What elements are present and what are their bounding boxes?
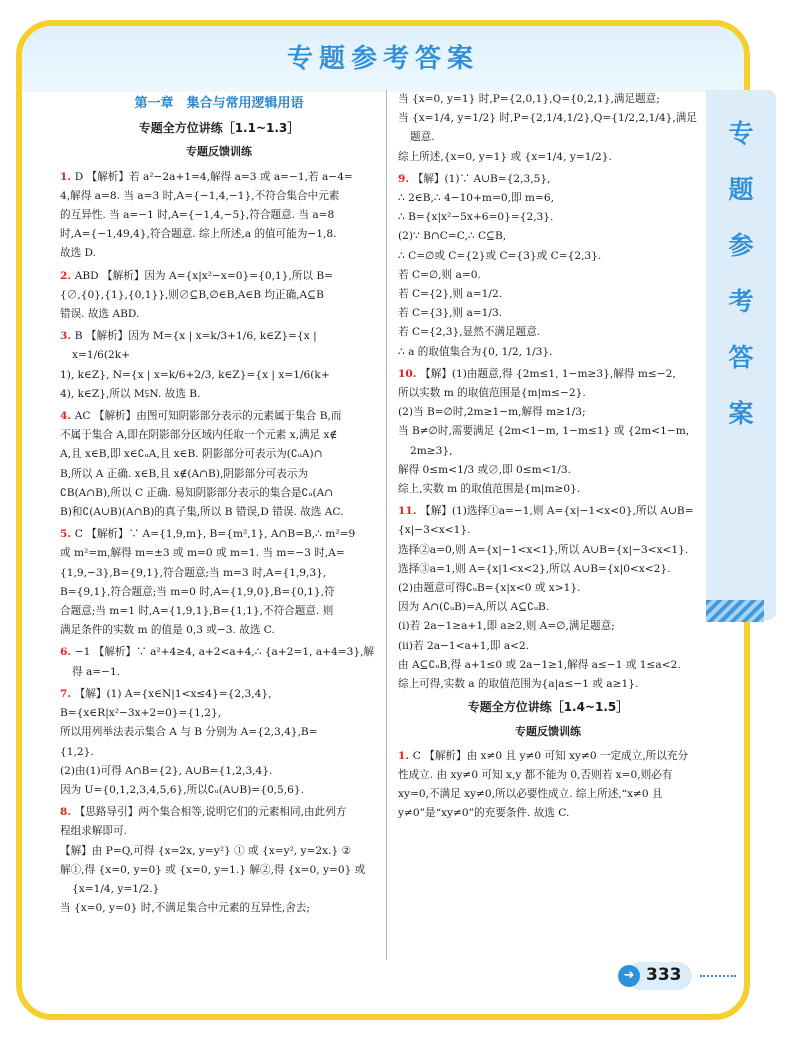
- answer-line: 若 C=∅,则 a=0.: [398, 268, 481, 281]
- answer-item: [60, 327, 378, 404]
- answer-number: 7.: [60, 687, 75, 700]
- answer-item: [398, 502, 698, 694]
- answer-number: 9.: [398, 172, 413, 185]
- answer-line: (i)若 2a−1≥a+1,即 a≥2,则 A=∅,满足题意;: [398, 620, 615, 633]
- side-tab-char: 答: [728, 343, 754, 372]
- answer-line: ∁B(A∩B),所以 C 正确. 易知阴影部分表示的集合是∁ᵤ(A∩: [60, 486, 334, 499]
- answer-number: 5.: [60, 528, 75, 541]
- chapter-heading: 第一章 集合与常用逻辑用语: [134, 96, 304, 111]
- answer-line: 当 B≠∅时,需要满足 {2m<1−m, 1−m≤1} 或 {2m<1−m, 2m≥3},: [398, 425, 690, 457]
- answer-line: 【解】(1)∵ A∪B={2,3,5},: [412, 172, 551, 185]
- answer-line: ∴ C=∅或 C={2}或 C={3}或 C={2,3}.: [398, 249, 602, 262]
- answer-line: B={9,1},符合题意;当 m=0 时,A={1,9,0},B={0,1},符: [60, 585, 335, 598]
- answer-line: 若 C={2,3},显然不满足题意.: [398, 326, 541, 339]
- answer-line: y≠0”是“xy≠0”的充要条件. 故选 C.: [398, 807, 570, 820]
- answer-line: 不属于集合 A,即在阴影部分区域内任取一个元素 x,满足 x∉: [60, 429, 338, 442]
- answer-line: 因为 A∩(∁ᵤB)=A,所以 A⊆∁ᵤB.: [398, 601, 550, 614]
- answer-line: 选择③a=1,则 A={x|1<x<2},所以 A∪B={x|0<x<2}.: [398, 562, 671, 575]
- answer-item: [60, 643, 378, 681]
- answer-line: 错误. 故选 ABD.: [60, 308, 140, 321]
- answer-number: 4.: [60, 410, 75, 423]
- answer-line: ∴ B={x|x²−5x+6=0}={2,3}.: [398, 211, 554, 224]
- answer-line: 【解】(1)由题意,得 {2m≤1, 1−m≥3},解得 m≤−2,: [420, 367, 676, 380]
- answer-item: [60, 685, 378, 800]
- answer-line: 解得 0≤m<1/3 或∅,即 0≤m<1/3.: [398, 463, 571, 476]
- answer-line: 程组求解即可.: [60, 825, 127, 838]
- answer-line: 综上,实数 m 的取值范围是{m|m≥0}.: [398, 483, 581, 496]
- answer-line: 4), k∈Z},所以 M⫋N. 故选 B.: [60, 387, 201, 400]
- answer-list-left: [60, 168, 378, 919]
- answer-item: [60, 407, 378, 522]
- answer-line: 由 A⊆∁ᵤB,得 a+1≤0 或 2a−1≥1,解得 a≤−1 或 1≤a<2.: [398, 658, 681, 671]
- answer-line: 性成立. 由 xy≠0 可知 x,y 都不能为 0,否则若 x=0,则必有: [398, 768, 673, 781]
- answer-line: xy=0,不满足 xy≠0,所以必要性成立. 综上所述,“x≠0 且: [398, 788, 663, 801]
- answer-line: 选择②a=0,则 A={x|−1<x<1},所以 A∪B={x|−3<x<1}.: [398, 543, 689, 556]
- side-tab-char: 考: [728, 287, 754, 316]
- answer-line: 若 C={3},则 a=1/3.: [398, 307, 503, 320]
- answer-line: 【解】(1)选择①a=−1,则 A={x|−1<x<0},所以 A∪B=: [420, 505, 694, 518]
- answer-line: (2)由题意可得∁ᵤB={x|x<0 或 x>1}.: [398, 582, 581, 595]
- subsection-heading: 专题反馈训练: [186, 145, 252, 159]
- answer-line: 因为 U={0,1,2,3,4,5,6},所以∁ᵤ(A∪B)={0,5,6}.: [60, 783, 305, 796]
- page-number: 333: [646, 965, 682, 985]
- answer-number: 8.: [60, 806, 75, 819]
- answer-line: ABD 【解析】因为 A={x|x²−x=0}={0,1},所以 B=: [74, 269, 334, 282]
- answer-line: 满足条件的实数 m 的值是 0,3 或−3. 故选 C.: [60, 624, 275, 637]
- answer-number: 11.: [398, 505, 421, 518]
- answer-line: A,且 x∈B,即 x∈∁ᵤA,且 x∈B. 阴影部分可表示为(∁ᵤA)∩: [60, 448, 323, 461]
- answer-item: [60, 168, 378, 264]
- answer-item: [60, 803, 378, 918]
- answer-line: 【解】由 P=Q,可得 {x=2x, y=y²} ① 或 {x=y², y=2x.} ②: [60, 844, 352, 857]
- answer-line: 的互异性. 当 a=−1 时,A={−1,4,−5},符合题意. 当 a=8: [60, 209, 335, 222]
- answer-line: D 【解析】若 a²−2a+1=4,解得 a=3 或 a=−1,若 a−4=: [74, 170, 353, 183]
- section-heading: 专题全方位讲练［1.1~1.3］: [138, 121, 300, 136]
- answer-item: [398, 747, 698, 824]
- side-tab: [706, 90, 776, 620]
- page-title: 专题参考答案: [286, 44, 479, 74]
- answer-line: 【解】(1) A={x∈N|1<x≤4}={2,3,4},: [74, 687, 272, 700]
- answer-line: 解①,得 {x=0, y=0} 或 {x=0, y=1.} 解②,得 {x=0, y=0} 或 {x=1/4, y=1/2.}: [60, 863, 366, 895]
- answer-line: (ii)若 2a−1<a+1,即 a<2.: [398, 639, 530, 652]
- answer-item: [60, 525, 378, 640]
- answer-line: −1 【解析】∵ a²+4≥4, a+2<a+4,∴ {a+2=1, a+4=3},解得 a=−1.: [72, 646, 375, 678]
- answer-item: [398, 170, 698, 362]
- answer-line: {∅,{0},{1},{0,1}},则∅⊆B,∅∈B,A∈B 均正确,A⊆B: [60, 288, 324, 301]
- answer-line: (2)∵ B∩C=C,∴ C⊆B,: [398, 230, 507, 243]
- answer-line: 所以实数 m 的取值范围是{m|m≤−2}.: [398, 387, 586, 400]
- answer-number: 2.: [60, 269, 75, 282]
- answer-number: 3.: [60, 330, 75, 343]
- answer-line: B,所以 A 正确. x∈B,且 x∉(A∩B),阴影部分可表示为: [60, 467, 309, 480]
- answer-line: 1), k∈Z}, N={x | x=k/6+2/3, k∈Z}={x | x=1/6(k+: [60, 368, 330, 381]
- answer-number: 10.: [398, 367, 421, 380]
- answer-line: 或 m²=m,解得 m=±3 或 m=0 或 m=1. 当 m=−3 时,A=: [60, 547, 345, 560]
- answer-line: (2)由(1)可得 A∩B={2}, A∪B={1,2,3,4}.: [60, 764, 273, 777]
- answer-item: [60, 267, 378, 325]
- side-tab-char: 专: [728, 119, 754, 148]
- right-column: [398, 90, 698, 827]
- side-tab-char: 题: [728, 175, 754, 204]
- answer-number: 6.: [60, 646, 75, 659]
- answer-line: C 【解析】∵ A={1,9,m}, B={m²,1}, A∩B=B,∴ m²=9: [74, 528, 356, 541]
- answer-line: 4,解得 a=8. 当 a=3 时,A={−1,4,−1},不符合集合中元素: [60, 189, 340, 202]
- answer-number: 1.: [60, 170, 75, 183]
- footer-dots: [700, 975, 736, 977]
- answer-line: {1,2}.: [60, 745, 94, 758]
- answer-line: ∴ a 的取值集合为{0, 1/2, 1/3}.: [398, 345, 553, 358]
- answer-list-right-top: [398, 90, 698, 694]
- answer-line: 当 {x=0, y=1} 时,P={2,0,1},Q={0,2,1},满足题意;: [398, 93, 660, 105]
- column-divider: [386, 90, 387, 960]
- answer-line: 当 {x=1/4, y=1/2} 时,P={2,1/4,1/2},Q={1/2,2,1/4},满足题意.: [398, 112, 697, 144]
- answer-line: C 【解析】由 x≠0 且 y≠0 可知 xy≠0 一定成立,所以充分: [412, 749, 689, 762]
- answer-line: {1,9,−3},B={9,1},符合题意;当 m=3 时,A={1,9,3},: [60, 566, 327, 579]
- decorative-stripe: [706, 600, 764, 622]
- side-tab-char: 参: [728, 231, 754, 260]
- answer-line: 若 C={2},则 a=1/2.: [398, 288, 503, 301]
- answer-line: ∴ 2∈B,∴ 4−10+m=0,即 m=6,: [398, 192, 554, 205]
- answer-item: [398, 365, 698, 499]
- left-column: [60, 90, 378, 921]
- side-tab-char: 案: [728, 399, 754, 428]
- answer-line: 当 {x=0, y=0} 时,不满足集合中元素的互异性,舍去;: [60, 902, 310, 915]
- answer-line: B)和∁(A∪B)(A∩B)的真子集,所以 B 错误,D 错误. 故选 AC.: [60, 506, 344, 519]
- page-arrow-icon: ➜: [618, 965, 640, 987]
- answer-line: B 【解析】因为 M={x | x=k/3+1/6, k∈Z}={x | x=1/6(2k+: [72, 330, 317, 362]
- answer-number: 1.: [398, 749, 413, 762]
- answer-line: 所以用列举法表示集合 A 与 B 分别为 A={2,3,4},B=: [60, 726, 318, 739]
- answer-line: {x|−3<x<1}.: [398, 524, 471, 537]
- answer-list-right-bottom: [398, 747, 698, 824]
- answer-line: 时,A={−1,49,4},符合题意. 综上所述,a 的值可能为−1,8.: [60, 228, 337, 241]
- answer-line: 【思路导引】两个集合相等,说明它们的元素相同,由此列方: [74, 806, 347, 819]
- answer-line: 综上所述,{x=0, y=1} 或 {x=1/4, y=1/2}.: [398, 150, 612, 163]
- section-heading-2: 专题全方位讲练［1.4~1.5］: [467, 700, 629, 715]
- subsection-heading-2: 专题反馈训练: [515, 724, 581, 738]
- answer-line: AC 【解析】由图可知阴影部分表示的元素属于集合 B,而: [74, 410, 342, 423]
- answer-line: 综上可得,实数 a 的取值范围为{a|a≤−1 或 a≥1}.: [398, 678, 639, 691]
- answer-line: 故选 D.: [60, 247, 97, 260]
- answer-line: (2)当 B=∅时,2m≥1−m,解得 m≥1/3;: [398, 406, 586, 419]
- answer-line: 合题意;当 m=1 时,A={1,9,1},B={1,1},不符合题意. 则: [60, 605, 334, 618]
- answer-item: [398, 90, 698, 167]
- answer-line: B={x∈R|x²−3x+2=0}={1,2},: [60, 707, 222, 720]
